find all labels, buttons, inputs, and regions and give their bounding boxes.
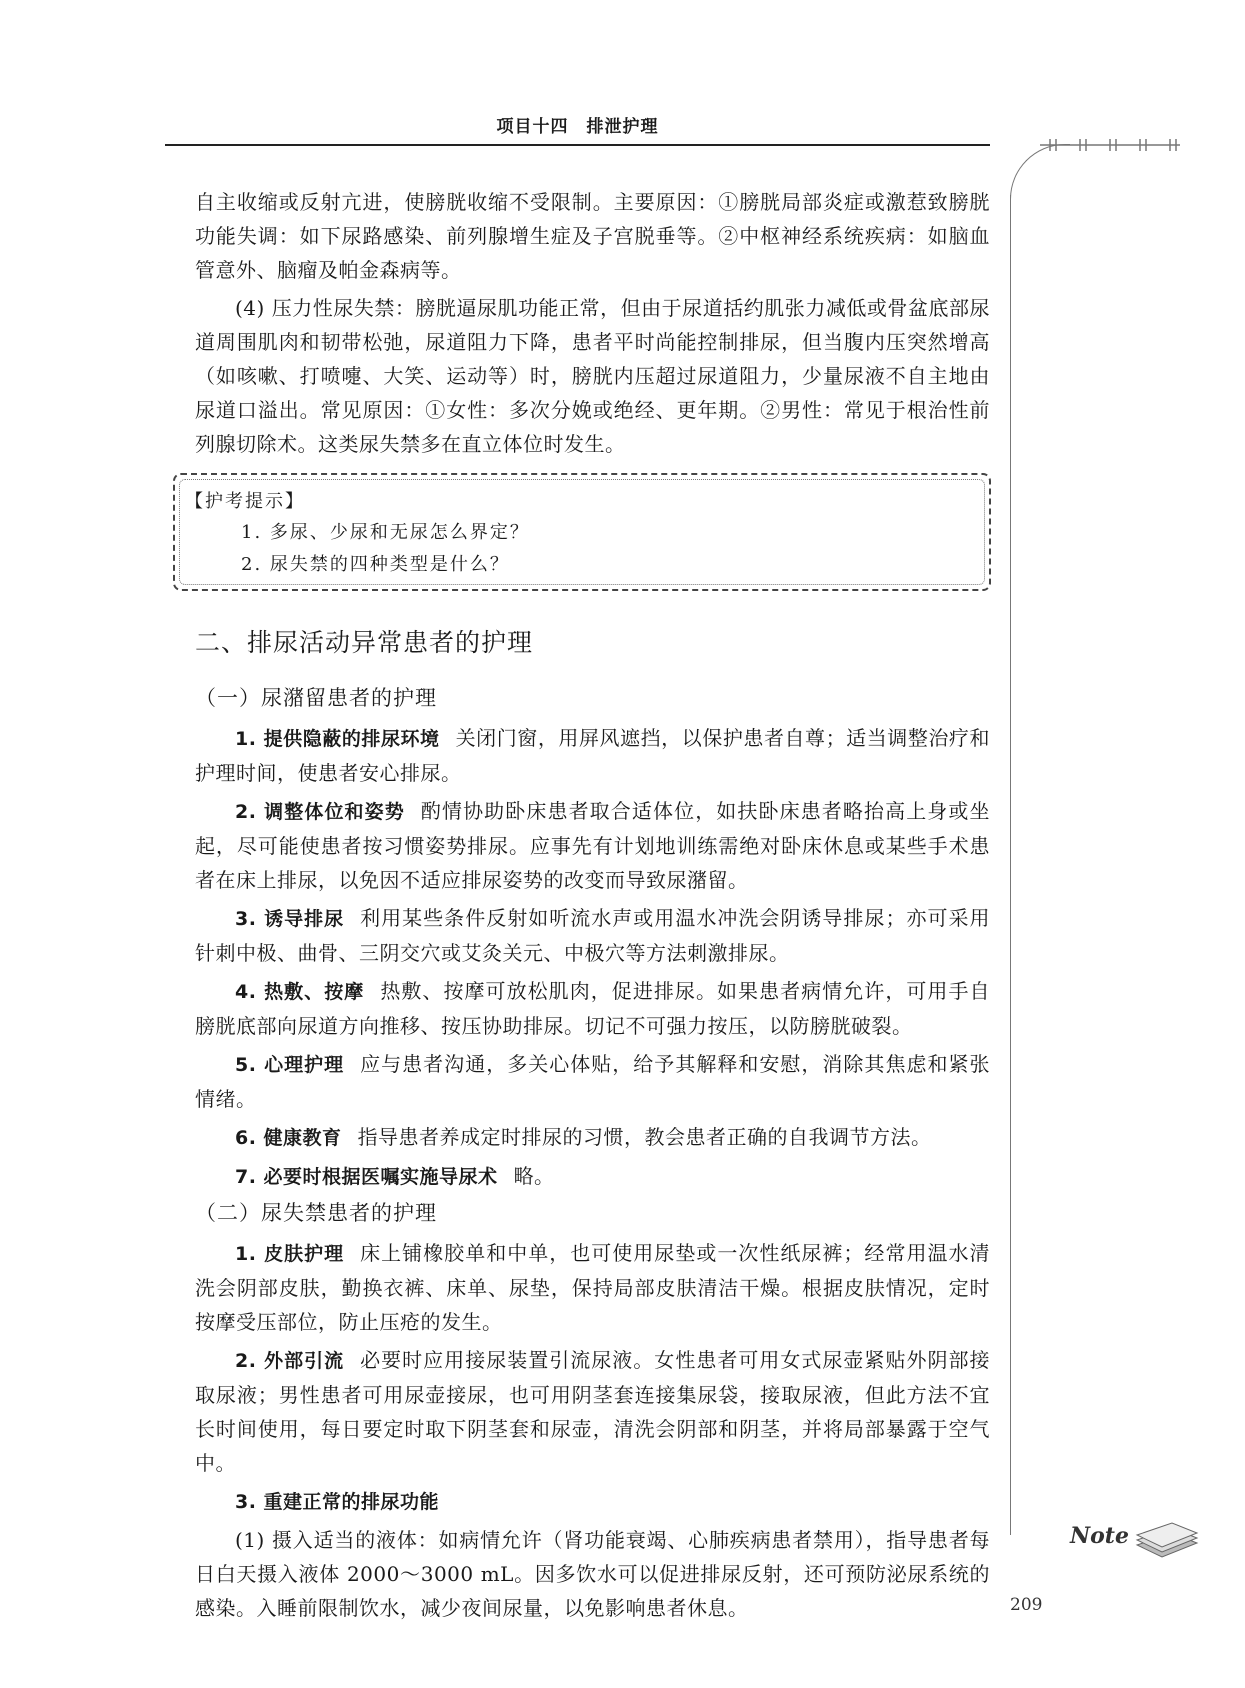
item-lead: 5. 心理护理: [235, 1054, 345, 1076]
item-text: 略。: [513, 1164, 555, 1188]
page-content: [185, 185, 991, 1625]
list-item: [195, 1484, 990, 1519]
running-head: 项目十四 排泄护理: [496, 117, 659, 137]
exam-tip-item: 2. 尿失禁的四种类型是什么？: [241, 554, 510, 575]
item-lead: 3. 重建正常的排尿功能: [235, 1491, 440, 1513]
paragraph-stress-incontinence: (4) 压力性尿失禁：膀胱逼尿肌功能正常，但由于尿道括约肌张力减低或骨盆底部尿道周围肌肉和韧带松弛，尿道阻力下降，患者平时尚能控制排尿，但当腹内压突然增高（如咳嗽、打喷嚏、大笑、运动等）时，膀胱内压超过尿道阻力，少量尿液不自主地由尿道口溢出。常见原因：①女性：多次分娩或绝经、更年期。②男性：常见于根治性前列腺切除术。这类尿失禁多在直立体位时发生。: [195, 296, 990, 456]
notebook-icon: [1132, 1515, 1202, 1565]
section-heading: 二、排尿活动异常患者的护理: [195, 628, 534, 657]
item-text: 指导患者养成定时排尿的习惯，教会患者正确的自我调节方法。: [357, 1125, 932, 1149]
note-logo: [1070, 1515, 1210, 1569]
subsection-heading-retention: （一）尿潴留患者的护理: [195, 686, 437, 710]
paragraph-continuation: 自主收缩或反射亢进，使膀胱收缩不受限制。主要原因：①膀胱局部炎症或激惹致膀胱功能失调：如下尿路感染、前列腺增生症及子宫脱垂等。②中枢神经系统疾病：如脑血管意外、脑瘤及帕金森病等。: [195, 190, 990, 282]
header-rule: [165, 144, 990, 146]
note-label: Note: [1070, 1523, 1129, 1549]
item-text: 关闭门窗，用屏风遮挡，以保护患者自尊；适当调整治疗和护理时间，使患者安心排尿。: [195, 726, 990, 785]
margin-rule: [1010, 195, 1011, 1535]
item-lead: 1. 提供隐蔽的排尿环境: [235, 728, 440, 750]
subsection-heading-incontinence: （二）尿失禁患者的护理: [195, 1201, 437, 1225]
item-text: 热敷、按摩可放松肌肉，促进排尿。如果患者病情允许，可用手自膀胱底部向尿道方向推移、按压协助排尿。切记不可强力按压，以防膀胱破裂。: [195, 979, 990, 1038]
paragraph-fluid-intake: (1) 摄入适当的液体：如病情允许（肾功能衰竭、心肺疾病患者禁用），指导患者每日白天摄入液体 2000～3000 mL。因多饮水可以促进排尿反射，还可预防泌尿系统的感染。入睡前限制饮水，减少夜间尿量，以免影响患者休息。: [195, 1528, 990, 1620]
exam-tip-item: 1. 多尿、少尿和无尿怎么界定？: [241, 522, 530, 543]
list-item: [195, 974, 990, 1043]
item-lead: 2. 外部引流: [235, 1350, 345, 1372]
item-text: 必要时应用接尿装置引流尿液。女性患者可用女式尿壶紧贴外阴部接取尿液；男性患者可用尿壶接尿，也可用阴茎套连接集尿袋，接取尿液，但此方法不宜长时间使用，每日要定时取下阴茎套和尿壶，清洗会阴部和阴茎，并将局部暴露于空气中。: [195, 1348, 990, 1475]
list-item: [195, 1236, 990, 1339]
item-text: 酌情协助卧床患者取合适体位，如扶卧床患者略抬高上身或坐起，尽可能使患者按习惯姿势排尿。应事先有计划地训练需绝对卧床休息或某些手术患者在床上排尿，以免因不适应排尿姿势的改变而导致尿潴留。: [195, 799, 991, 892]
page-number: 209: [1010, 1595, 1043, 1615]
list-item: [195, 1047, 990, 1116]
margin-corner: [1010, 144, 1070, 204]
list-item: [195, 1343, 990, 1480]
exam-tip-box: [173, 473, 991, 591]
item-text: 应与患者沟通，多关心体贴，给予其解释和安慰，消除其焦虑和紧张情绪。: [195, 1052, 990, 1111]
list-item: [195, 1120, 990, 1155]
item-lead: 1. 皮肤护理: [235, 1243, 345, 1265]
list-item: [195, 1159, 990, 1194]
margin-tick-marks: [1040, 138, 1180, 152]
list-item: [195, 794, 990, 897]
list-item: [195, 901, 990, 970]
list-item: [195, 721, 990, 790]
item-lead: 7. 必要时根据医嘱实施导尿术: [235, 1166, 498, 1188]
item-lead: 2. 调整体位和姿势: [235, 801, 405, 823]
item-lead: 3. 诱导排尿: [235, 908, 345, 930]
exam-tip-title: 【护考提示】: [185, 491, 305, 512]
item-text: 利用某些条件反射如听流水声或用温水冲洗会阴诱导排尿；亦可采用针刺中极、曲骨、三阴交穴或艾灸关元、中极穴等方法刺激排尿。: [195, 906, 990, 965]
item-text: 床上铺橡胶单和中单，也可使用尿垫或一次性纸尿裤；经常用温水清洗会阴部皮肤，勤换衣裤、床单、尿垫，保持局部皮肤清洁干燥。根据皮肤情况，定时按摩受压部位，防止压疮的发生。: [195, 1241, 990, 1334]
item-lead: 4. 热敷、按摩: [235, 981, 365, 1003]
item-lead: 6. 健康教育: [235, 1127, 342, 1149]
